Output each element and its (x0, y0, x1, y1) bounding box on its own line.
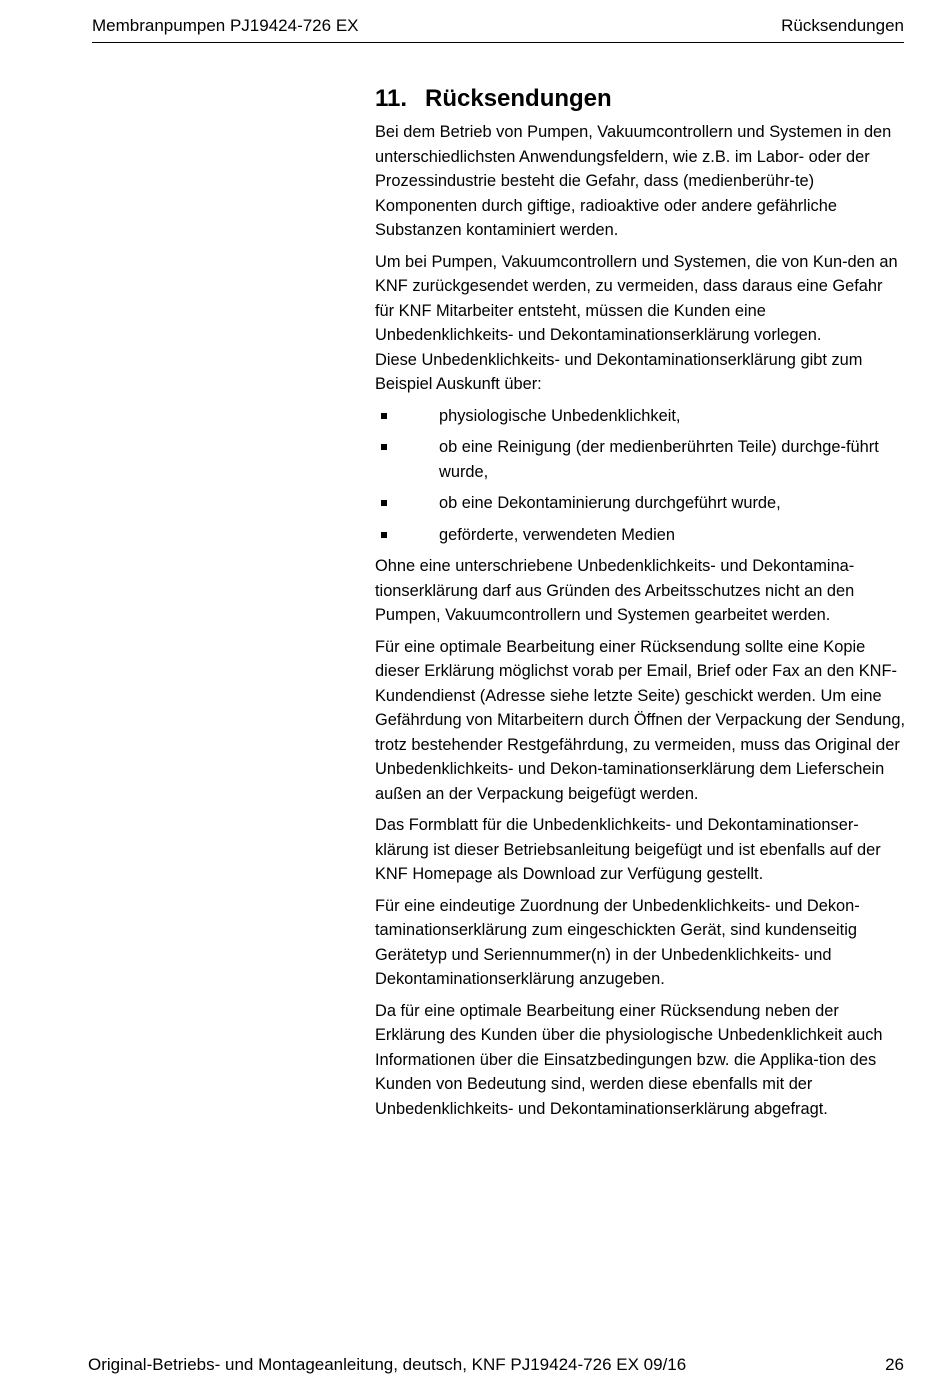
header-section-title: Rücksendungen (781, 16, 904, 35)
square-bullet-icon (381, 413, 387, 419)
footer-document-info: Original-Betriebs- und Montageanleitung, deutsch, KNF PJ19424-726 EX 09/16 (88, 1355, 687, 1374)
list-item (375, 435, 905, 484)
section-number: 11. (375, 85, 408, 112)
paragraph-declaration-requirement: Um bei Pumpen, Vakuumcontrollern und Systemen, die von Kun-den an KNF zurückgesendet werden, zu vermeiden, dass daraus eine Gefahr für KNF Mitarbeiter entsteht, müssen die Kunden eine Unbedenklichkeits- und Dekontaminationserklärung vorlegen. (375, 252, 898, 344)
paragraph-form-availability: Das Formblatt für die Unbedenklichkeits- und Dekontaminationser-klärung ist dieser Betriebsanleitung beigefügt und ist ebenfalls auf der KNF Homepage als Download zur Verfügung gestellt. (375, 816, 881, 883)
page-header (92, 14, 904, 43)
page-number: 26 (885, 1355, 904, 1374)
paragraph-send-copy: Für eine optimale Bearbeitung einer Rücksendung sollte eine Kopie dieser Erklärung möglichst vorab per Email, Brief oder Fax an den KNF-Kundendienst (Adresse siehe letzte Seite) geschickt werden. Um eine Gefährdung von Mitarbeitern durch Öffnen der Verpackung der Sendung, trotz bestehender Restgefährdung, zu vermeiden, muss das Original der Unbedenklichkeits- und Dekon-taminationserklärung dem Lieferschein außen an der Verpackung beigefügt werden. (375, 637, 906, 803)
list-item (375, 404, 905, 429)
square-bullet-icon (381, 444, 387, 450)
header-document-title: Membranpumpen PJ19424-726 EX (92, 16, 359, 35)
paragraph-declaration-info: Diese Unbedenklichkeits- und Dekontaminationserklärung gibt zum Beispiel Auskunft über: (375, 350, 863, 393)
list-item-text: ob eine Dekontaminierung durchgeführt wurde, (439, 494, 781, 512)
paragraph-application-info: Da für eine optimale Bearbeitung einer Rücksendung neben der Erklärung des Kunden über die physiologische Unbedenklichkeit auch Informationen über die Einsatzbedingungen bzw. die Applika-tion des Kunden von Bedeutung sind, werden diese ebenfalls mit der Unbedenklichkeits- und Dekontaminationserklärung abgefragt. (375, 1001, 883, 1118)
paragraph-intro: Bei dem Betrieb von Pumpen, Vakuumcontrollern und Systemen in den unterschiedlichsten Anwendungsfeldern, wie z.B. im Labor- oder der Prozessindustrie besteht die Gefahr, dass (medienberühr-te) Komponenten durch giftige, radioaktive oder andere gefährliche Substanzen kontaminiert werden. (375, 123, 892, 239)
list-item (375, 523, 905, 548)
list-item-text: physiologische Unbedenklichkeit, (439, 406, 681, 425)
section-title: Rücksendungen (425, 85, 612, 112)
list-item (375, 491, 905, 516)
section-heading (375, 84, 905, 114)
list-item-text: ob eine Reinigung (der medienberührten Teile) durchge-führt wurde, (439, 438, 879, 481)
main-content (375, 84, 905, 1128)
list-item-text: geförderte, verwendeten Medien (439, 525, 675, 544)
info-bullet-list (375, 404, 905, 548)
paragraph-device-identification: Für eine eindeutige Zuordnung der Unbedenklichkeits- und Dekon-taminationserklärung zum eingeschickten Gerät, sind kundenseitig Gerätetyp und Seriennummer(n) in der Unbedenklichkeits- und Dekontaminationserklärung anzugeben. (375, 896, 860, 988)
paragraph-work-safety: Ohne eine unterschriebene Unbedenklichkeits- und Dekontamina-tionserklärung darf aus Gründen des Arbeitsschutzes nicht an den Pumpen, Vakuumcontrollern und Systemen gearbeitet werden. (375, 557, 855, 624)
square-bullet-icon (381, 532, 387, 538)
square-bullet-icon (381, 500, 387, 506)
